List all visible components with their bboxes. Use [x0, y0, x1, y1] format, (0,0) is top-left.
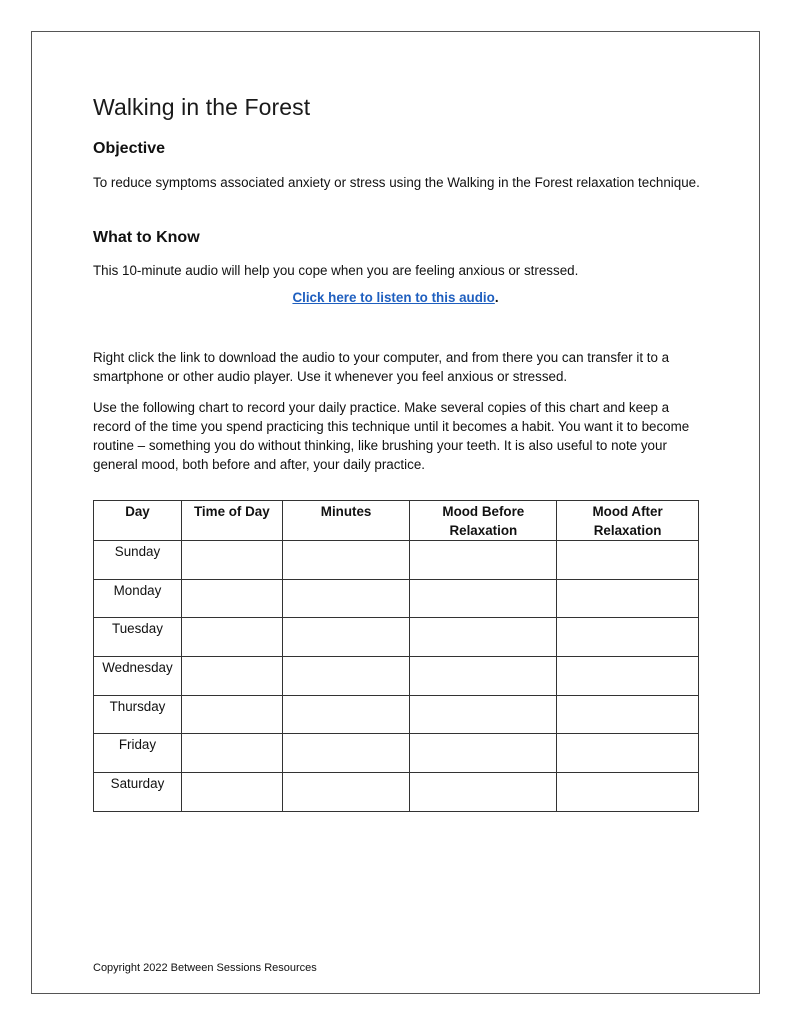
table-row [94, 618, 699, 657]
minutes-cell[interactable] [282, 695, 410, 734]
minutes-cell[interactable] [282, 541, 410, 580]
header-day: Day [94, 501, 182, 541]
table-row [94, 657, 699, 696]
day-cell: Monday [94, 579, 182, 618]
day-cell: Thursday [94, 695, 182, 734]
time-of-day-cell[interactable] [181, 773, 282, 812]
day-cell: Tuesday [94, 618, 182, 657]
mood-after-cell[interactable] [557, 773, 699, 812]
time-of-day-cell[interactable] [181, 579, 282, 618]
time-of-day-cell[interactable] [181, 695, 282, 734]
mood-before-cell[interactable] [410, 773, 557, 812]
time-of-day-cell[interactable] [181, 618, 282, 657]
mood-before-cell[interactable] [410, 695, 557, 734]
minutes-cell[interactable] [282, 579, 410, 618]
table-row [94, 695, 699, 734]
minutes-cell[interactable] [282, 657, 410, 696]
mood-after-cell[interactable] [557, 579, 699, 618]
header-minutes: Minutes [282, 501, 410, 541]
listen-audio-link[interactable]: Click here to listen to this audio [292, 290, 495, 305]
minutes-cell[interactable] [282, 618, 410, 657]
mood-before-cell[interactable] [410, 579, 557, 618]
page-title: Walking in the Forest [93, 94, 311, 120]
table-row [94, 541, 699, 580]
mood-before-cell[interactable] [410, 657, 557, 696]
audio-description: This 10-minute audio will help you cope when you are feeling anxious or stressed. [93, 263, 579, 278]
download-instructions: Right click the link to download the audio to your computer, and from there you can transfer it to a smartphone or other audio player. Use it whenever you feel anxious or stressed. [93, 350, 670, 384]
time-of-day-cell[interactable] [181, 734, 282, 773]
mood-after-cell[interactable] [557, 734, 699, 773]
day-cell: Saturday [94, 773, 182, 812]
time-of-day-cell[interactable] [181, 541, 282, 580]
copyright-footer: Copyright 2022 Between Sessions Resources [93, 962, 317, 974]
day-cell: Sunday [94, 541, 182, 580]
mood-before-cell[interactable] [410, 734, 557, 773]
practice-log-table [93, 500, 699, 812]
link-period: . [494, 290, 499, 305]
day-cell: Wednesday [94, 657, 182, 696]
day-cell: Friday [94, 734, 182, 773]
minutes-cell[interactable] [282, 773, 410, 812]
objective-text: To reduce symptoms associated anxiety or stress using the Walking in the Forest relaxation technique. [93, 175, 700, 190]
chart-instructions: Use the following chart to record your daily practice. Make several copies of this chart and keep a record of the time you spend practicing this technique until it becomes a habit. You want it to become routine – something you do without thinking, like brushing your teeth. It is also useful to note your general mood, both before and after, your daily practice. [93, 400, 690, 472]
mood-after-cell[interactable] [557, 695, 699, 734]
table-row [94, 579, 699, 618]
minutes-cell[interactable] [282, 734, 410, 773]
what-to-know-heading: What to Know [93, 229, 200, 246]
header-mood-before: Mood Before Relaxation [410, 501, 557, 541]
mood-after-cell[interactable] [557, 541, 699, 580]
table-row [94, 773, 699, 812]
table-row [94, 734, 699, 773]
mood-before-cell[interactable] [410, 541, 557, 580]
table-header-row [94, 501, 699, 541]
objective-heading: Objective [93, 140, 166, 157]
mood-after-cell[interactable] [557, 618, 699, 657]
header-mood-after: Mood After Relaxation [557, 501, 699, 541]
mood-after-cell[interactable] [557, 657, 699, 696]
audio-link-line [93, 290, 698, 305]
header-time-of-day: Time of Day [181, 501, 282, 541]
mood-before-cell[interactable] [410, 618, 557, 657]
time-of-day-cell[interactable] [181, 657, 282, 696]
